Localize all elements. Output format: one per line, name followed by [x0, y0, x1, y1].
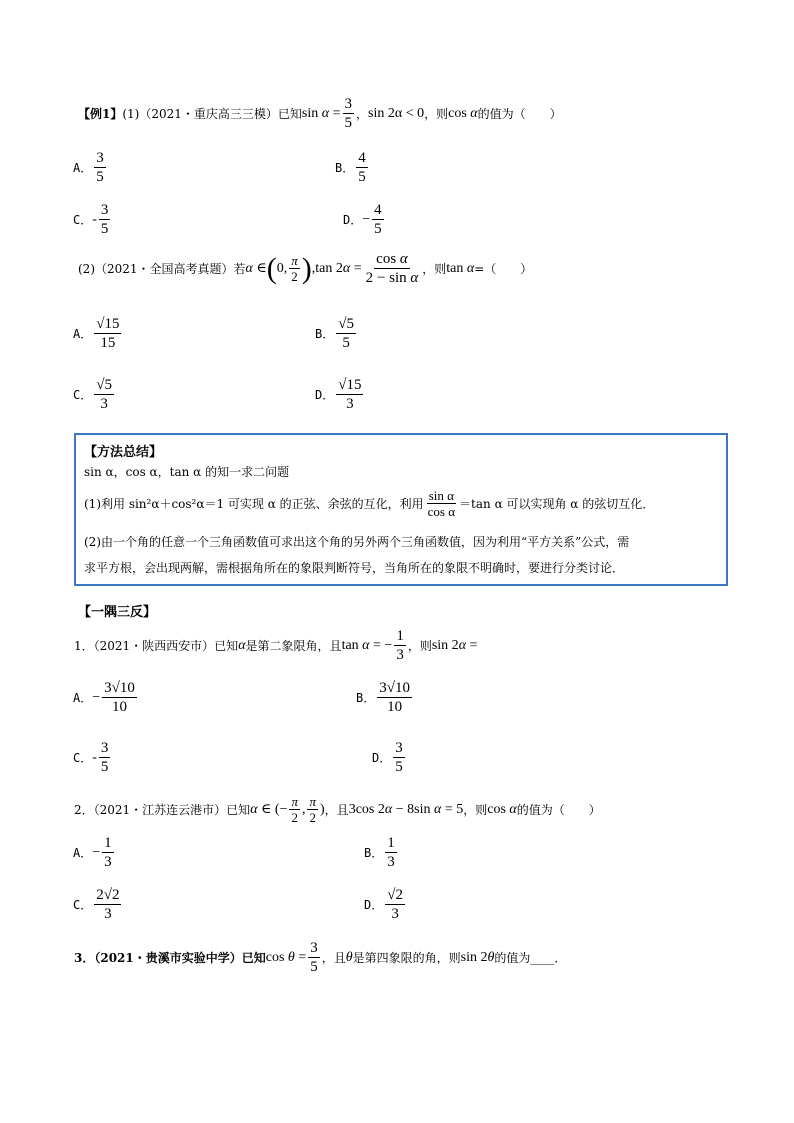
pi-over-2: $\frac{\pi}{2}$ [291, 253, 298, 284]
option-num: 3 [100, 202, 109, 218]
option-num: 3√10 [104, 680, 135, 696]
q1-fraction: $\frac{1}{3}$ [396, 628, 404, 663]
option-den: 10 [112, 699, 127, 715]
ex1-q2-option-a[interactable] [73, 316, 123, 351]
option-num: 4 [374, 202, 382, 218]
practice-q1 [74, 628, 477, 663]
practice-q3 [74, 940, 566, 975]
option-label: C． [73, 213, 93, 227]
option-num: 3√10 [379, 680, 410, 696]
ex1-q1-option-c[interactable] [73, 202, 112, 237]
method-title: 【方法总结】 [84, 445, 163, 460]
ex1-q2-fraction: $\frac{\text{cos α}}{\text{2 − sin α}}$ [365, 251, 419, 286]
option-label: A． [73, 846, 93, 860]
option-den: 5 [374, 221, 382, 237]
option-num: √2 [387, 887, 403, 903]
cos-alpha: cos α [487, 801, 517, 817]
option-den: 3 [104, 906, 112, 922]
alpha-in: α ∈ (− [250, 802, 288, 817]
q3-mid: ，且 [321, 951, 346, 965]
ex1-question1 [78, 96, 562, 131]
tan2alpha: ,tan 2α = [311, 260, 362, 276]
method-line2-b: ＝tan α 可以实现角 α 的弦切互化． [459, 497, 655, 511]
ex1-q2-option-d[interactable] [315, 377, 365, 412]
method-line2 [84, 489, 654, 518]
right-paren: ) [301, 251, 312, 285]
sin2alpha: sin 2α = [431, 637, 478, 653]
right-paren: ) [320, 801, 325, 817]
q2-mid: ，且 [324, 803, 349, 817]
option-num: √5 [96, 377, 112, 393]
q3-prefix: 3．（2021・贵溪市实验中学）已知 [74, 951, 266, 965]
option-fraction [393, 740, 405, 775]
option-label: C． [73, 751, 93, 765]
option-fraction [94, 150, 106, 185]
option-label: A． [73, 691, 93, 705]
option-num: 4 [358, 150, 366, 166]
q1-mid: 是第二象限角，且 [245, 639, 342, 653]
option-label: D． [372, 751, 392, 765]
method-line1: sin α，cos α，tan α 的知一求二问题 [84, 465, 290, 479]
option-label: B． [335, 161, 355, 175]
option-num: √15 [96, 316, 120, 332]
option-fraction [377, 680, 412, 715]
q3-fraction: $\frac{3}{5}$ [310, 940, 318, 975]
option-sign: − [92, 689, 101, 705]
theta: θ [345, 949, 353, 965]
q1-prefix: 1．（2021・陕西西安市）已知 [74, 639, 239, 653]
option-num: 1 [104, 835, 112, 851]
ex1-q1-prefix: (1)（2021・重庆高三三模）已知 [122, 107, 302, 121]
option-label: A． [73, 327, 93, 341]
q1-suffix: ，则 [407, 639, 432, 653]
q2-ask: 的值为（ ） [516, 803, 601, 817]
zero: 0, [276, 260, 288, 276]
option-den: 10 [387, 699, 403, 715]
ex1-question2 [78, 251, 532, 286]
option-label: D． [343, 213, 363, 227]
alpha: α [238, 637, 246, 653]
option-label: D． [364, 898, 384, 912]
method-line2-a: (1)利用 sin²α＋cos²α＝1 可实现 α 的正弦、余弦的互化，利用 [84, 497, 424, 511]
option-den: 3 [391, 906, 399, 922]
option-fraction [336, 377, 363, 412]
left-paren: ( [266, 251, 277, 285]
option-den: 3 [346, 396, 354, 412]
practice-title: 【一隅三反】 [78, 605, 157, 620]
tan-alpha: tan α = − [341, 637, 393, 653]
option-num: √15 [338, 377, 362, 393]
ex1-q1-option-d[interactable] [343, 202, 386, 237]
option-den: 3 [387, 854, 395, 870]
ex1-q1-condition: sin 2α < 0 [368, 105, 425, 121]
tan-alpha: tan α [446, 260, 475, 276]
ex1-q1-ask: 的值为（ ） [477, 107, 562, 121]
q1-option-c[interactable] [73, 740, 112, 775]
practice-q2 [74, 795, 601, 824]
option-label: B． [315, 327, 335, 341]
cos-theta: cos θ = [265, 949, 307, 965]
option-fraction [372, 202, 384, 237]
q1-option-d[interactable] [372, 740, 407, 775]
option-num: 3 [395, 740, 403, 756]
ex1-q2-suffix: ，则 [422, 262, 447, 276]
ex1-q2-option-c[interactable] [73, 377, 116, 412]
option-fraction [102, 680, 137, 715]
option-den: 5 [342, 335, 350, 351]
q3-mid2: 是第四象限的角，则 [352, 951, 461, 965]
q2-option-b[interactable] [364, 835, 399, 870]
option-den: 5 [96, 169, 104, 185]
ex1-q2-option-b[interactable] [315, 316, 358, 351]
q2-option-d[interactable] [364, 887, 407, 922]
option-label: B． [364, 846, 384, 860]
option-num: √5 [338, 316, 354, 332]
option-fraction [99, 202, 111, 237]
ex1-q1-comma: ， [356, 107, 369, 121]
method-line4: 求平方根，会出现两解，需根据角所在的象限判断符号，当角所在的象限不明确时，要进行分类讨论． [84, 561, 625, 575]
option-den: 15 [100, 335, 116, 351]
q2-equation: 3cos 2α − 8sin α = 5 [348, 801, 464, 817]
q1-option-a[interactable] [73, 680, 139, 715]
q1-option-b[interactable] [356, 680, 414, 715]
option-num: 3 [96, 150, 104, 166]
answer-blank[interactable]: ____． [530, 951, 567, 965]
pi-over-2: $\frac{\pi}{2}$ [309, 794, 316, 825]
ex1-q1-option-b[interactable] [335, 150, 370, 185]
q2-option-c[interactable] [73, 887, 123, 922]
option-label: B． [356, 691, 376, 705]
neg-pi-over-2: $\frac{\pi}{2}$ [291, 794, 298, 825]
method-summary-box [74, 433, 728, 586]
option-sign: - [92, 749, 97, 765]
q2-option-a[interactable] [73, 835, 116, 870]
option-den: 5 [100, 759, 109, 775]
option-sign: - [92, 211, 97, 227]
ex1-q1-fraction: $\frac{3}{5}$ [344, 96, 353, 131]
sin-over-cos [426, 489, 457, 518]
option-fraction [385, 887, 405, 922]
frac-num: sin α [428, 488, 454, 503]
option-num: 2√2 [96, 887, 120, 903]
option-den: 5 [100, 221, 109, 237]
option-label: A． [73, 161, 93, 175]
option-num: 3 [100, 740, 109, 756]
option-fraction [102, 835, 114, 870]
example-tag: 【例1】 [78, 107, 123, 121]
ex1-q1-sin-alpha: sin α = [301, 105, 341, 121]
q2-prefix: 2．（2021・江苏连云港市）已知 [74, 803, 251, 817]
ex1-q2-alpha-in: α ∈ [245, 261, 267, 276]
option-fraction [99, 740, 111, 775]
option-sign: − [92, 844, 101, 860]
ex1-q1-cos-alpha: cos α [448, 105, 478, 121]
option-sign: − [362, 211, 371, 227]
option-fraction [336, 316, 356, 351]
sin2theta: sin 2θ [460, 949, 495, 965]
ex1-q1-option-a[interactable] [73, 150, 108, 185]
q3-suffix: 的值为 [494, 951, 531, 965]
option-den: 3 [100, 396, 108, 412]
option-den: 5 [395, 759, 403, 775]
option-fraction [356, 150, 368, 185]
q2-suffix: ，则 [463, 803, 488, 817]
option-num: 1 [387, 835, 395, 851]
option-fraction [94, 887, 121, 922]
option-fraction [385, 835, 397, 870]
option-label: C． [73, 898, 93, 912]
ex1-q2-prefix: (2)（2021・全国高考真题）若 [78, 262, 246, 276]
option-den: 3 [104, 854, 112, 870]
ex1-q1-suffix: ，则 [424, 107, 449, 121]
option-label: D． [315, 388, 335, 402]
ex1-q2-ask: =（ ） [474, 262, 533, 276]
method-line3: (2)由一个角的任意一个三角函数值可求出这个角的另外两个三角函数值，因为利用“平方关系”公式，需 [84, 535, 630, 549]
option-fraction [94, 316, 121, 351]
comma: , [301, 801, 306, 817]
option-label: C． [73, 388, 93, 402]
option-fraction [94, 377, 114, 412]
option-den: 5 [358, 169, 366, 185]
frac-den: cos α [427, 504, 456, 519]
